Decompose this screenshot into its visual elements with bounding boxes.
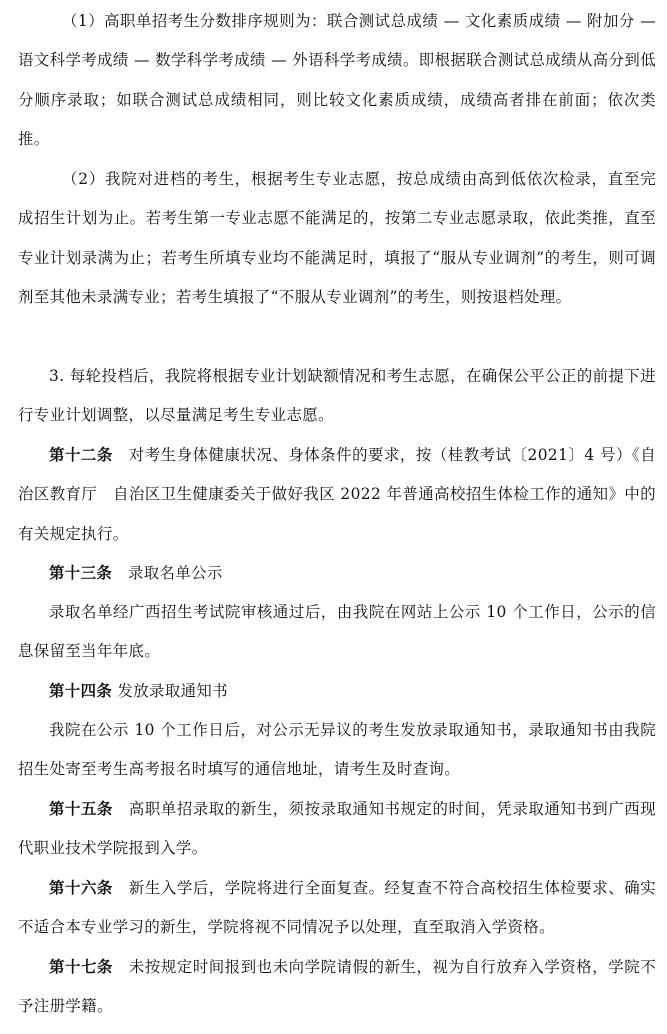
article-number: 第十六条: [49, 879, 113, 897]
article-15: [18, 790, 656, 869]
article-text: 新生入学后，学院将进行全面复查。经复查不符合高校招生体检要求、确实不适合本专业学习的新生，学院将视不同情况予以处理，直至取消入学资格。: [18, 879, 656, 937]
article-16: [18, 869, 656, 948]
paragraph-text: （1）高职单招考生分数排序规则为：联合测试总成绩 — 文化素质成绩 — 附加分 — 语文科学考成绩 — 数学科学考成绩 — 外语科学考成绩。即根据联合测试总成绩从高分到低分顺序录取；如联合测试总成绩相同，则比较文化素质成绩，成绩高者排在前面；依次类推。: [18, 12, 656, 149]
article-number: 第十二条: [49, 446, 113, 464]
article-text: 录取名单公示: [112, 564, 223, 582]
paragraph-notice-delivery: [18, 711, 656, 790]
paragraph-text: （2）我院对进档的考生，根据考生专业志愿，按总成绩由高到低依次检录，直至完成招生计划为止。若考生第一专业志愿不能满足的，按第二专业志愿录取，依此类推，直至专业计划录满为止；若考生所填专业均不能满足时，填报了“服从专业调剂”的考生，则可调剂至其他未录满专业；若考生填报了“不服从专业调剂”的考生，则按退档处理。: [18, 170, 656, 307]
article-number: 第十三条: [49, 564, 113, 582]
article-text: 对考生身体健康状况、身体条件的要求，按（桂教考试〔2021〕4 号）《自治区教育厅 自治区卫生健康委关于做好我区 2022 年普通高校招生体检工作的通知》中的有关规定执行。: [18, 446, 656, 543]
article-17: [18, 948, 656, 1027]
article-text: 未按规定时间报到也未向学院请假的新生，视为自行放弃入学资格，学院不予注册学籍。: [18, 958, 656, 1016]
paragraph-publicity: [18, 593, 656, 672]
paragraph-plan-adjustment: [18, 357, 656, 436]
article-13: [18, 554, 656, 593]
article-number: 第十七条: [49, 958, 113, 976]
paragraph-text: 录取名单经广西招生考试院审核通过后，由我院在网站上公示 10 个工作日，公示的信息保留至当年年底。: [18, 603, 656, 661]
article-12: [18, 436, 656, 554]
article-number: 第十四条: [49, 682, 113, 700]
paragraph-text: 我院在公示 10 个工作日后，对公示无异议的考生发放录取通知书，录取通知书由我院招生处寄至考生高考报名时填写的通信地址，请考生及时查询。: [18, 721, 656, 779]
paragraph-text: 3. 每轮投档后，我院将根据专业计划缺额情况和考生志愿，在确保公平公正的前提下进行专业计划调整，以尽量满足考生专业志愿。: [18, 367, 656, 425]
paragraph-admission-by-preference: [18, 160, 656, 318]
article-number: 第十五条: [49, 800, 113, 818]
article-text: 发放录取通知书: [112, 682, 228, 700]
article-text: 高职单招录取的新生，须按录取通知书规定的时间，凭录取通知书到广西现代职业技术学院报到入学。: [18, 800, 656, 858]
article-14: [18, 672, 656, 711]
paragraph-score-ranking-rule: [18, 2, 656, 160]
